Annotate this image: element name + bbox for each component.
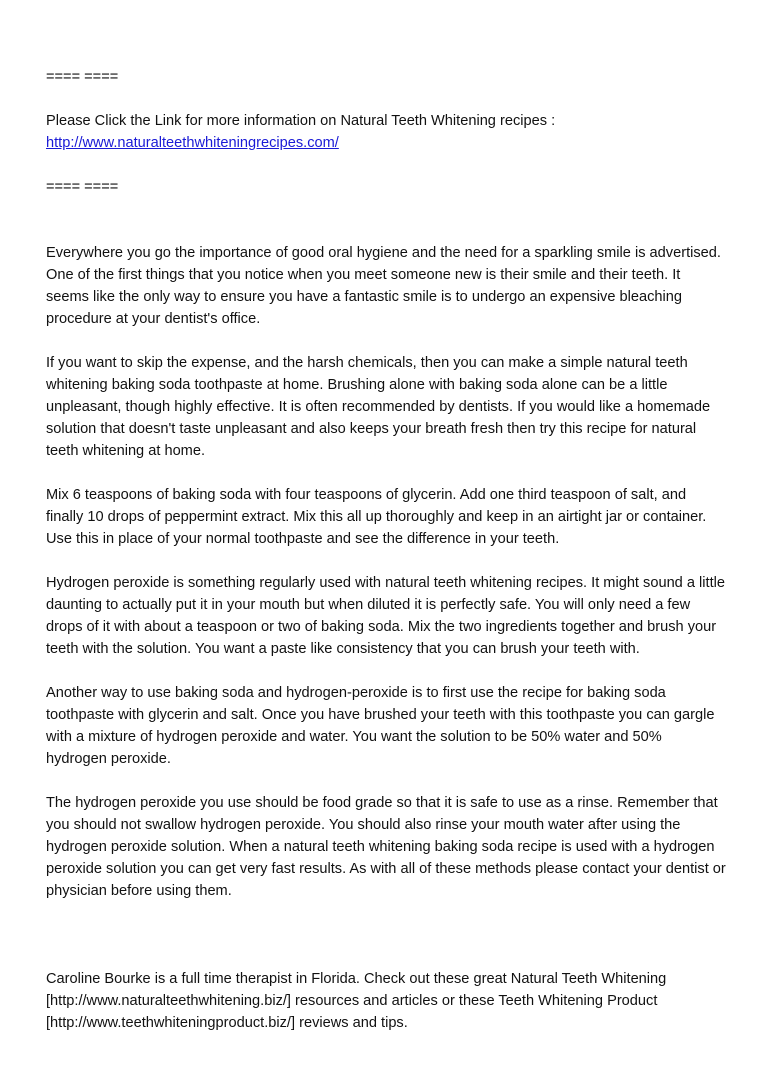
paragraph-5: Another way to use baking soda and hydrogen-peroxide is to first use the recipe for baking soda toothpaste with glycerin and salt. Once you have brushed your teeth with this toothpaste you can gargle with a mixture of hydrogen peroxide and water. You want the solution to be 50% water and 50% hydrogen peroxide. xyxy=(46,685,715,767)
author-bio: Caroline Bourke is a full time therapist in Florida. Check out these great Natural Teeth Whitening [http://www.naturalteethwhitening.biz/] resources and articles or these Teeth Whitening Product [http://www.teethwhiteningproduct.biz/] reviews and tips. xyxy=(46,971,667,1031)
paragraph-4: Hydrogen peroxide is something regularly used with natural teeth whitening recipes. It might sound a little daunting to actually put it in your mouth but when diluted it is perfectly safe. You will only need a few drops of it with about a teaspoon or two of baking soda. Mix the two ingredients together and brush your teeth with the solution. You want a paste like consistency that you can brush your teeth with. xyxy=(46,575,725,657)
recipes-link[interactable]: http://www.naturalteethwhiteningrecipes.com/ xyxy=(46,135,339,151)
separator-bottom: ==== ==== xyxy=(46,179,119,195)
paragraph-6: The hydrogen peroxide you use should be food grade so that it is safe to use as a rinse. Remember that you should not swallow hydrogen peroxide. You should also rinse your mouth water after using the hydrogen peroxide solution. When a natural teeth whitening baking soda recipe is used with a hydrogen peroxide solution you can get very fast results. As with all of these methods please contact your dentist or physician before using them. xyxy=(46,795,726,899)
paragraph-3: Mix 6 teaspoons of baking soda with four teaspoons of glycerin. Add one third teaspoon of salt, and finally 10 drops of peppermint extract. Mix this all up thoroughly and keep in an airtight jar or container. Use this in place of your normal toothpaste and see the difference in your teeth. xyxy=(46,487,707,547)
paragraph-2: If you want to skip the expense, and the harsh chemicals, then you can make a simple natural teeth whitening baking soda toothpaste at home. Brushing alone with baking soda alone can be a little unpleasant, though highly effective. It is often recommended by dentists. If you would like a homemade solution that doesn't taste unpleasant and also keeps your breath fresh then try this recipe for natural teeth whitening at home. xyxy=(46,355,711,459)
intro-text: Please Click the Link for more information on Natural Teeth Whitening recipes : xyxy=(46,113,556,129)
link-line xyxy=(46,132,726,154)
paragraph-1: Everywhere you go the importance of good oral hygiene and the need for a sparkling smile is advertised. One of the first things that you notice when you meet someone new is their smile and their teeth. It seems like the only way to ensure you have a fantastic smile is to undergo an expensive bleaching procedure at your dentist's office. xyxy=(46,245,721,327)
separator-top: ==== ==== xyxy=(46,69,119,85)
document-body xyxy=(46,66,726,1034)
